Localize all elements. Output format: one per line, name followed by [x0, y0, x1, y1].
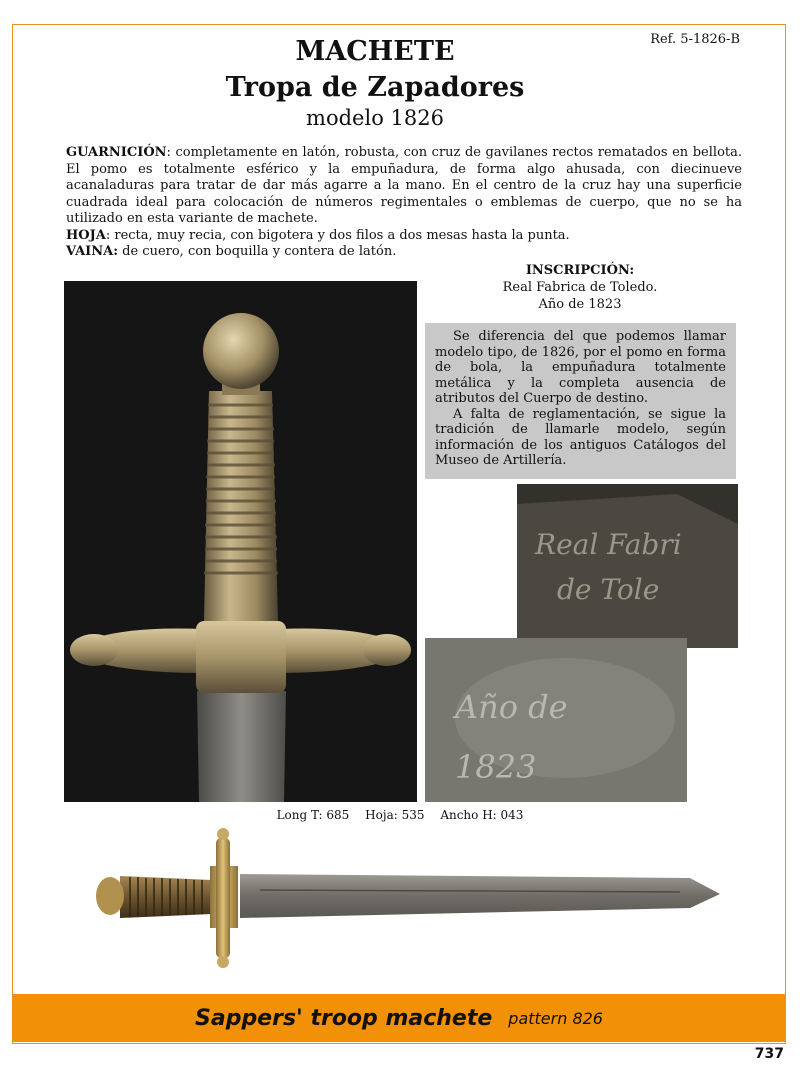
vaina-paragraph — [66, 244, 742, 261]
engraving-text-4: 1823 — [455, 748, 537, 786]
engraving-detail-illustration-1 — [517, 484, 738, 648]
guarnicion-paragraph — [66, 145, 742, 228]
english-pattern: pattern 826 — [508, 1008, 603, 1028]
page-number: 737 — [754, 1046, 784, 1062]
hilt-photo — [64, 281, 417, 802]
guarnicion-label: GUARNICIÓN — [66, 145, 167, 160]
engraving-detail-illustration-2 — [425, 638, 687, 802]
english-title: Sappers' troop machete — [195, 1005, 493, 1031]
engraving-detail-photo-1 — [517, 484, 738, 648]
dimensions — [0, 808, 800, 822]
hoja-text: : recta, muy recia, con bigotera y dos filos a dos mesas hasta la punta. — [105, 227, 570, 243]
dimension-ancho: Ancho H: 043 — [440, 808, 524, 822]
hilt-illustration — [64, 281, 417, 802]
hoja-paragraph — [66, 228, 742, 245]
note-paragraph-2: A falta de reglamentación, se sigue la tradición de llamarle modelo, según información de los antiguos Catálogos del Museo de Artillería. — [435, 406, 726, 468]
full-sword-illustration — [90, 828, 730, 968]
guarnicion-text: : completamente en latón, robusta, con cruz de gavilanes rectos rematados en bellota. El pomo es totalmente esférico y la empuñadura, de forma algo ahusada, con diecinueve acanaladuras para tratar de dar más agarre a la mano. En el centro de la cruz hay una superficie cuadrada ideal para colocación de números regimentales o emblemas de cuerpo, que no se ha utilizado en esta variante de machete. — [66, 145, 742, 226]
inscription-line-1: Real Fabrica de Toledo. — [502, 280, 658, 295]
vaina-label: VAINA: — [66, 244, 119, 259]
note-paragraph-1: Se diferencia del que podemos llamar modelo tipo, de 1826, por el pomo en forma de bola, la empuñadura totalmente metálica y la completa ausencia de atributos del Cuerpo de destino. — [435, 329, 726, 406]
engraving-text-3: Año de — [455, 688, 568, 726]
note-box — [425, 323, 736, 479]
inscription-heading: INSCRIPCIÓN: — [525, 263, 635, 278]
title-line-1: MACHETE — [295, 36, 455, 67]
inscription-block — [470, 262, 690, 313]
title-line-3: modelo 1826 — [306, 106, 444, 130]
description — [66, 145, 742, 261]
vaina-text: de cuero, con boquilla y contera de latón. — [118, 244, 397, 259]
full-sword-photo — [90, 828, 730, 968]
engraving-text-2: de Tole — [557, 573, 660, 606]
title-line-2: Tropa de Zapadores — [225, 72, 525, 103]
engraving-text-1: Real Fabri — [535, 528, 682, 561]
english-title-banner — [13, 994, 785, 1042]
hoja-label: HOJA — [66, 227, 106, 243]
inscription-line-2: Año de 1823 — [538, 297, 622, 312]
dimension-hoja: Hoja: 535 — [365, 808, 425, 822]
dimension-long: Long T: 685 — [276, 808, 350, 822]
reference-number: Ref. 5-1826-B — [650, 32, 740, 47]
engraving-detail-photo-2 — [425, 638, 687, 802]
